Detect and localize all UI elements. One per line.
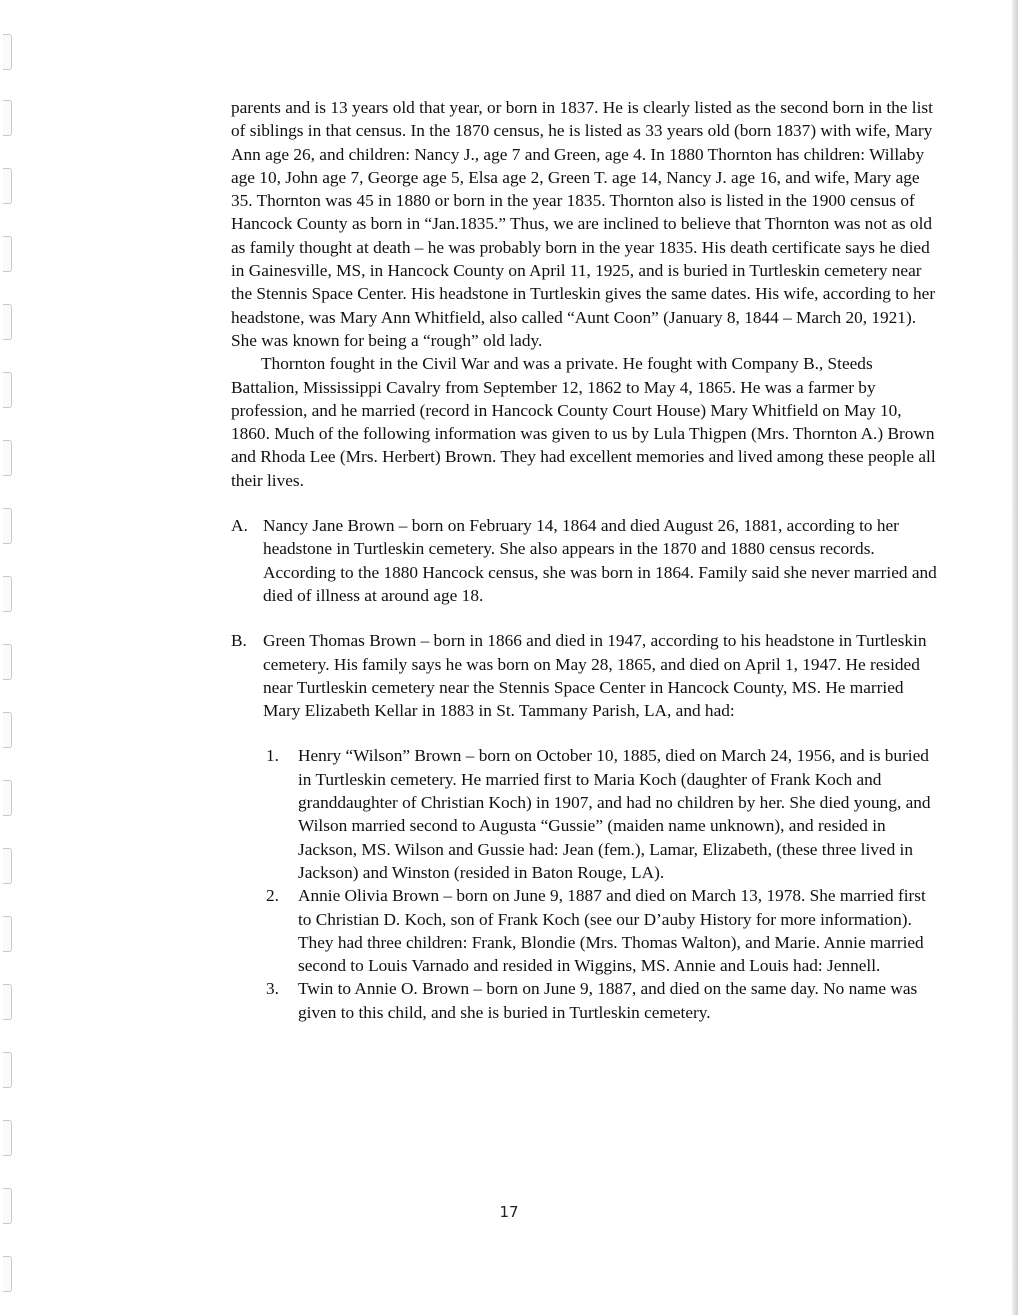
binder-hole (3, 34, 12, 70)
binder-hole (3, 984, 12, 1020)
binder-hole (3, 1256, 12, 1292)
list-item (266, 744, 941, 884)
binder-hole (3, 1120, 12, 1156)
grandchildren-list (231, 744, 941, 1024)
list-item (231, 514, 941, 607)
list-marker: 3. (266, 979, 279, 999)
children-list (231, 514, 941, 722)
binder-hole (3, 304, 12, 340)
binder-hole (3, 916, 12, 952)
page-body (231, 96, 941, 1024)
page-edge (1012, 0, 1018, 1315)
binder-hole (3, 780, 12, 816)
body-paragraph: Thornton fought in the Civil War and was a private. He fought with Company B., Steeds Battalion, Mississippi Cavalry from September 12, 1862 to May 4, 1865. He was a farmer by profession, and he married (record in Hancock County Court House) Mary Whitfield on May 10, 1860. Much of the following information was given to us by Lula Thigpen (Mrs. Thornton A.) Brown and Rhoda Lee (Mrs. Herbert) Brown. They had excellent memories and lived among these people all their lives. (231, 354, 936, 490)
binder-hole (3, 508, 12, 544)
binder-hole (3, 576, 12, 612)
binder-hole (3, 236, 12, 272)
list-marker: 1. (266, 746, 279, 766)
binder-hole (3, 848, 12, 884)
page-number: 17 (499, 1203, 519, 1221)
list-item-text: Green Thomas Brown – born in 1866 and died in 1947, according to his headstone in Turtleskin cemetery. His family says he was born on May 28, 1865, and died on April 1, 1947. He resided near Turtleskin cemetery near the Stennis Space Center in Hancock County, MS. He married Mary Elizabeth Kellar in 1883 in St. Tammany Parish, LA, and had: (263, 631, 927, 721)
list-item-text: Nancy Jane Brown – born on February 14, 1864 and died August 26, 1881, according to her headstone in Turtleskin cemetery. She also appears in the 1870 and 1880 census records. According to the 1880 Hancock census, she was born in 1864. Family said she never married and died of illness at around age 18. (263, 516, 937, 605)
body-paragraph: parents and is 13 years old that year, or born in 1837. He is clearly listed as the second born in the list of siblings in that census. In the 1870 census, he is listed as 33 years old (born 1837) with wife, Mary Ann age 26, and children: Nancy J., age 7 and Green, age 4. In 1880 Thornton has children: Willaby age 10, John age 7, George age 5, Elsa age 2, Green T. age 14, Nancy J. age 16, and wife, Mary age 35. Thornton was 45 in 1880 or born in the year 1835. Thornton also is listed in the 1900 census of Hancock County as born in “Jan.1835.” Thus, we are inclined to believe that Thornton was not as old as family thought at death – he was probably born in the year 1835. His death certificate says he died in Gainesville, MS, in Hancock County on April 11, 1925, and is buried in Turtleskin cemetery near the Stennis Space Center. His headstone in Turtleskin gives the same dates. His wife, according to her headstone, was Mary Ann Whitfield, also called “Aunt Coon” (January 8, 1844 – March 20, 1921). She was known for being a “rough” old lady. (231, 98, 936, 350)
binder-hole (3, 168, 12, 204)
binder-hole (3, 1052, 12, 1088)
list-item-text: Twin to Annie O. Brown – born on June 9, 1887, and died on the same day. No name was given to this child, and she is buried in Turtleskin cemetery. (298, 979, 918, 1022)
list-marker: 2. (266, 886, 279, 906)
list-item-text: Henry “Wilson” Brown – born on October 10, 1885, died on March 24, 1956, and is buried in Turtleskin cemetery. He married first to Maria Koch (daughter of Frank Koch and granddaughter of Christian Koch) in 1907, and had no children by her. She died young, and Wilson married second to Augusta “Gussie” (maiden name unknown), and resided in Jackson, MS. Wilson and Gussie had: Jean (fem.), Lamar, Elizabeth, (these three lived in Jackson) and Winston (resided in Baton Rouge, LA). (298, 746, 931, 882)
binder-hole (3, 440, 12, 476)
list-marker: A. (231, 516, 248, 536)
binder-hole (3, 100, 12, 136)
list-item (266, 977, 941, 1024)
binder-hole (3, 644, 12, 680)
list-item-text: Annie Olivia Brown – born on June 9, 1887 and died on March 13, 1978. She married first to Christian D. Koch, son of Frank Koch (see our D’auby History for more information). They had three children: Frank, Blondie (Mrs. Thomas Walton), and Marie. Annie married second to Louis Varnado and resided in Wiggins, MS. Annie and Louis had: Jennell. (298, 886, 926, 976)
list-item (266, 884, 941, 977)
list-item (231, 629, 941, 722)
binder-hole (3, 712, 12, 748)
binder-hole (3, 372, 12, 408)
list-marker: B. (231, 631, 247, 651)
binder-holes (0, 0, 20, 1315)
